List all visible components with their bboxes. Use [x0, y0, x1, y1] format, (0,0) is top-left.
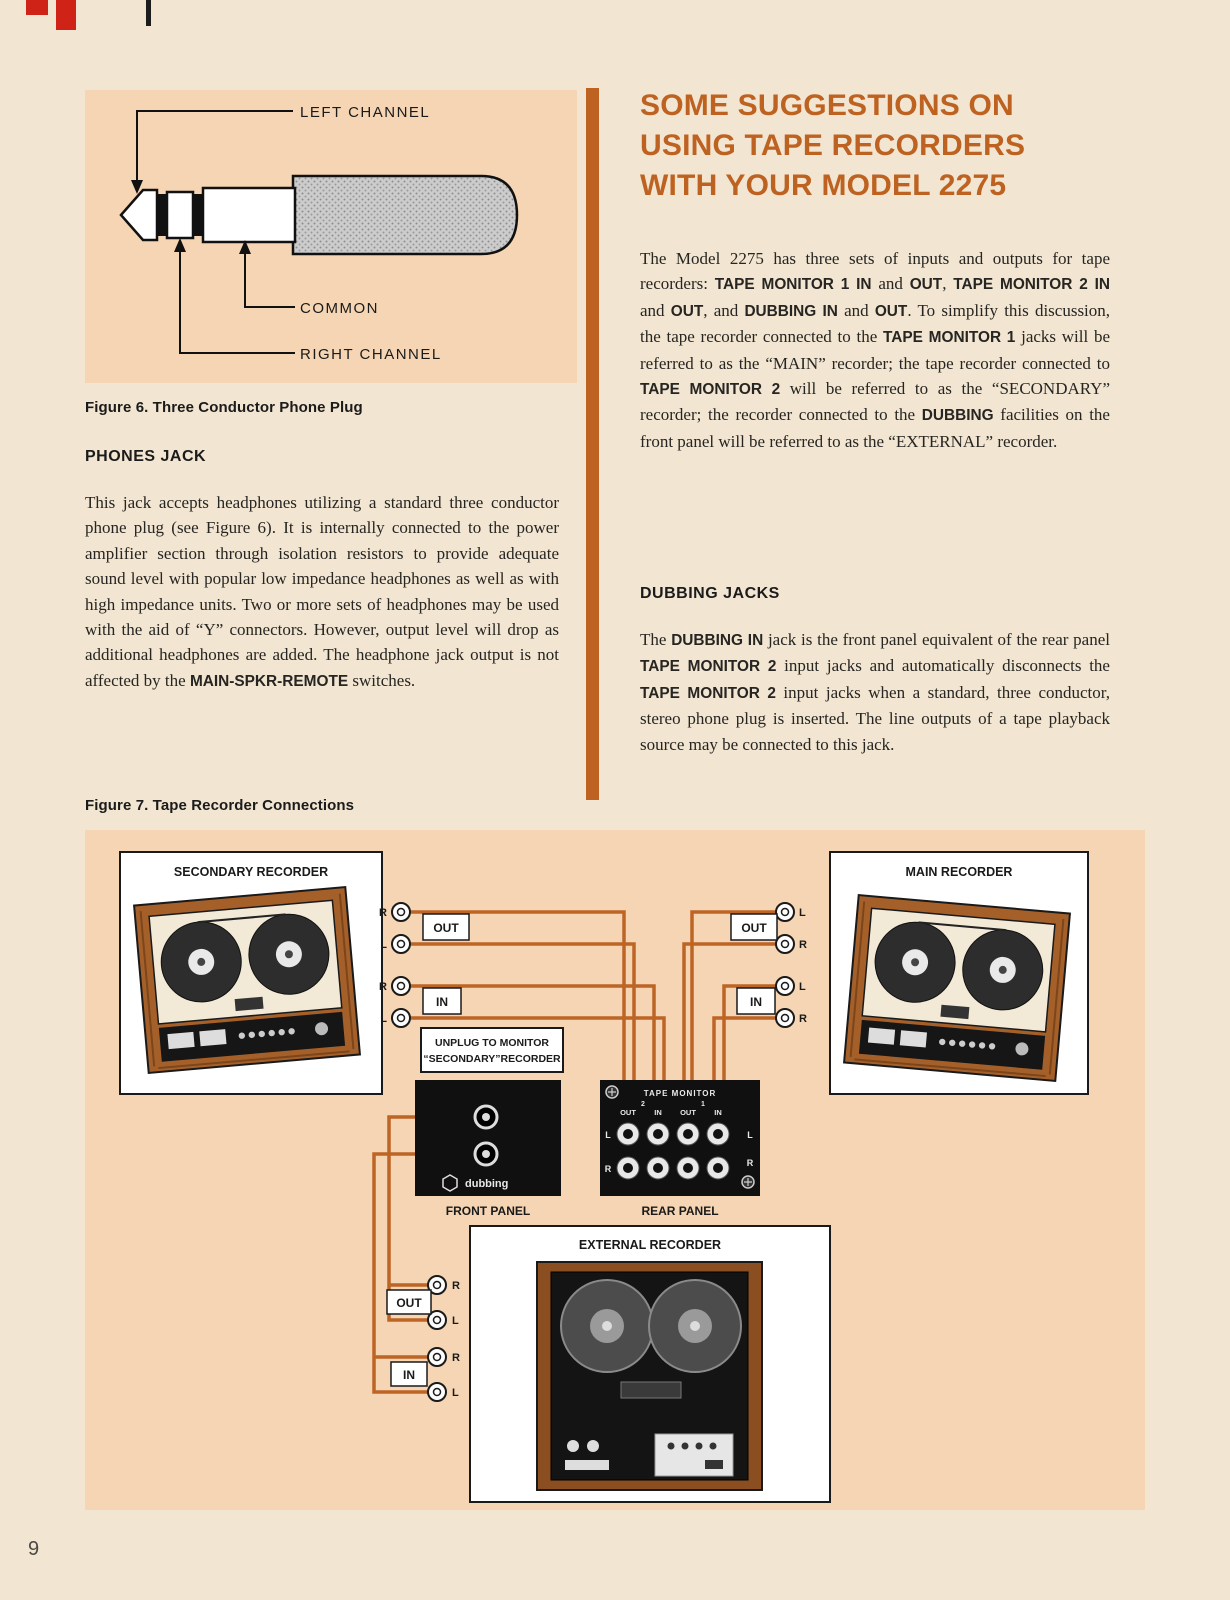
secondary-recorder-label: SECONDARY RECORDER: [173, 865, 329, 879]
phone-jack-icon: [482, 1113, 490, 1121]
rca-jack-icon: [776, 903, 794, 921]
rca-jack-icon: [392, 1009, 410, 1027]
dubbing-jacks-paragraph: The DUBBING IN jack is the front panel equivalent of the rear panel TAPE MONITOR 2 input jacks and automatically disconnects the TAPE MONITOR 2 input jacks when a standard, three conductor, stereo phone plug is inserted. The line outputs of a tape playback source may be connected to this jack.: [640, 630, 1110, 754]
plug-sleeve: [203, 188, 295, 242]
r-label: R: [799, 1013, 807, 1025]
section-title-line: SOME SUGGESTIONS ON: [640, 89, 1014, 122]
left-channel-label: LEFT CHANNEL: [300, 104, 431, 121]
main-recorder-label: MAIN RECORDER: [905, 865, 1013, 879]
l-label: L: [605, 1130, 611, 1140]
tape-monitor-label: TAPE MONITOR: [643, 1089, 717, 1098]
r-label: R: [746, 1158, 754, 1168]
group2-label: 2: [641, 1101, 645, 1108]
l-label: L: [380, 1013, 387, 1025]
unplug-note-line2: “SECONDARY”RECORDER: [423, 1053, 561, 1065]
front-panel: [415, 1080, 561, 1218]
rear-col-label: IN: [654, 1108, 662, 1117]
r-label: R: [799, 939, 807, 951]
rca-jack-icon: [776, 935, 794, 953]
plug-insulator-icon: [193, 194, 203, 236]
print-registration-mark: [26, 0, 48, 15]
rca-jack-icon: [392, 903, 410, 921]
screw-icon: [742, 1176, 754, 1188]
column-divider-bar: [586, 88, 599, 800]
section-title-line: WITH YOUR MODEL 2275: [640, 169, 1007, 202]
l-label: L: [799, 981, 806, 993]
common-label: COMMON: [300, 300, 379, 317]
l-label: L: [452, 1387, 459, 1399]
section-title-line: USING TAPE RECORDERS: [640, 129, 1026, 162]
r-label: R: [379, 907, 387, 919]
l-label: L: [452, 1315, 459, 1327]
figure7-caption: Figure 7. Tape Recorder Connections: [85, 797, 355, 814]
rca-jack-icon: [776, 977, 794, 995]
rear-col-label: IN: [714, 1108, 722, 1117]
print-registration-mark: [56, 0, 76, 30]
phones-jack-paragraph: This jack accepts headphones utilizing a standard three conductor phone plug (see Figure 6). It is internally connected to the power amplifier section through isolation resistors to provide adequate sound level with popular low impedance headphones as well as with high impedance units. Two or more sets of headphones may be used with the aid of “Y” connectors. However, output level will drop as additional headphones are added. The headphone jack output is not affected by the MAIN-SPKR-REMOTE switches.: [85, 493, 559, 690]
dubbing-jacks-heading: DUBBING JACKS: [640, 585, 780, 602]
unplug-note-line1: UNPLUG TO MONITOR: [435, 1037, 549, 1049]
rear-panel: [600, 1080, 760, 1218]
scan-artifact-mark: [146, 0, 151, 26]
plug-handle: [293, 176, 517, 254]
front-panel-label: FRONT PANEL: [445, 1204, 531, 1218]
figure6-panel: [85, 90, 577, 383]
right-channel-label: RIGHT CHANNEL: [300, 346, 442, 363]
l-label: L: [380, 939, 387, 951]
section-title: [640, 86, 1110, 206]
phone-plug-diagram: [85, 90, 577, 383]
r-label: R: [379, 981, 387, 993]
in-label: IN: [403, 1368, 415, 1382]
figure6-caption: Figure 6. Three Conductor Phone Plug: [85, 399, 363, 416]
main-recorder-illustration: [844, 895, 1070, 1081]
out-label: OUT: [741, 921, 767, 935]
dubbing-label: dubbing: [465, 1178, 509, 1190]
in-label: IN: [436, 995, 448, 1009]
rca-jack-icon: [428, 1383, 446, 1401]
tape-recorder-connections-diagram: [85, 830, 1145, 1510]
rca-jack-icon: [776, 1009, 794, 1027]
figure7-panel: [85, 830, 1145, 1510]
arrow-up-icon: [174, 238, 186, 252]
external-recorder-illustration: [537, 1262, 762, 1490]
rca-jack-icon: [428, 1348, 446, 1366]
page-number: 9: [28, 1538, 40, 1560]
leader-line: [137, 111, 293, 180]
l-label: L: [799, 907, 806, 919]
secondary-recorder-illustration: [134, 887, 360, 1073]
external-recorder-label: EXTERNAL RECORDER: [578, 1238, 722, 1252]
plug-ring: [167, 192, 193, 238]
rear-col-label: OUT: [620, 1108, 636, 1117]
leader-line: [180, 250, 295, 353]
out-label: OUT: [433, 921, 459, 935]
unplug-note-box: [421, 1028, 563, 1072]
rca-jack-icon: [392, 977, 410, 995]
r-label: R: [452, 1280, 460, 1292]
r-label: R: [604, 1164, 612, 1174]
main-jack-cluster: [731, 903, 807, 1027]
phone-jack-icon: [482, 1150, 490, 1158]
plug-insulator-icon: [157, 194, 167, 236]
leader-line: [245, 252, 295, 307]
phones-jack-heading: PHONES JACK: [85, 448, 207, 465]
intro-paragraph: The Model 2275 has three sets of inputs and outputs for tape recorders: TAPE MONITOR 1 IN and OUT, TAPE MONITOR 2 IN and OUT, and DUBBING IN and OUT. To simplify this discussion, the tape recorder connected to the TAPE MONITOR 1 jacks will be referred to as the “MAIN” recorder; the tape recorder connected to TAPE MONITOR 2 will be referred to as the “SECONDARY” recorder; the recorder connected to the DUBBING facilities on the front panel will be referred to as the “EXTERNAL” recorder.: [640, 249, 1111, 451]
screw-icon: [606, 1086, 618, 1098]
rear-panel-label: REAR PANEL: [641, 1204, 719, 1218]
plug-tip: [121, 190, 157, 240]
group1-label: 1: [701, 1101, 705, 1108]
r-label: R: [452, 1352, 460, 1364]
l-label: L: [747, 1130, 753, 1140]
external-jack-cluster: [387, 1276, 460, 1401]
rear-col-label: OUT: [680, 1108, 696, 1117]
secondary-jack-cluster: [379, 903, 469, 1027]
rca-jack-icon: [392, 935, 410, 953]
in-label: IN: [750, 995, 762, 1009]
out-label: OUT: [396, 1296, 422, 1310]
